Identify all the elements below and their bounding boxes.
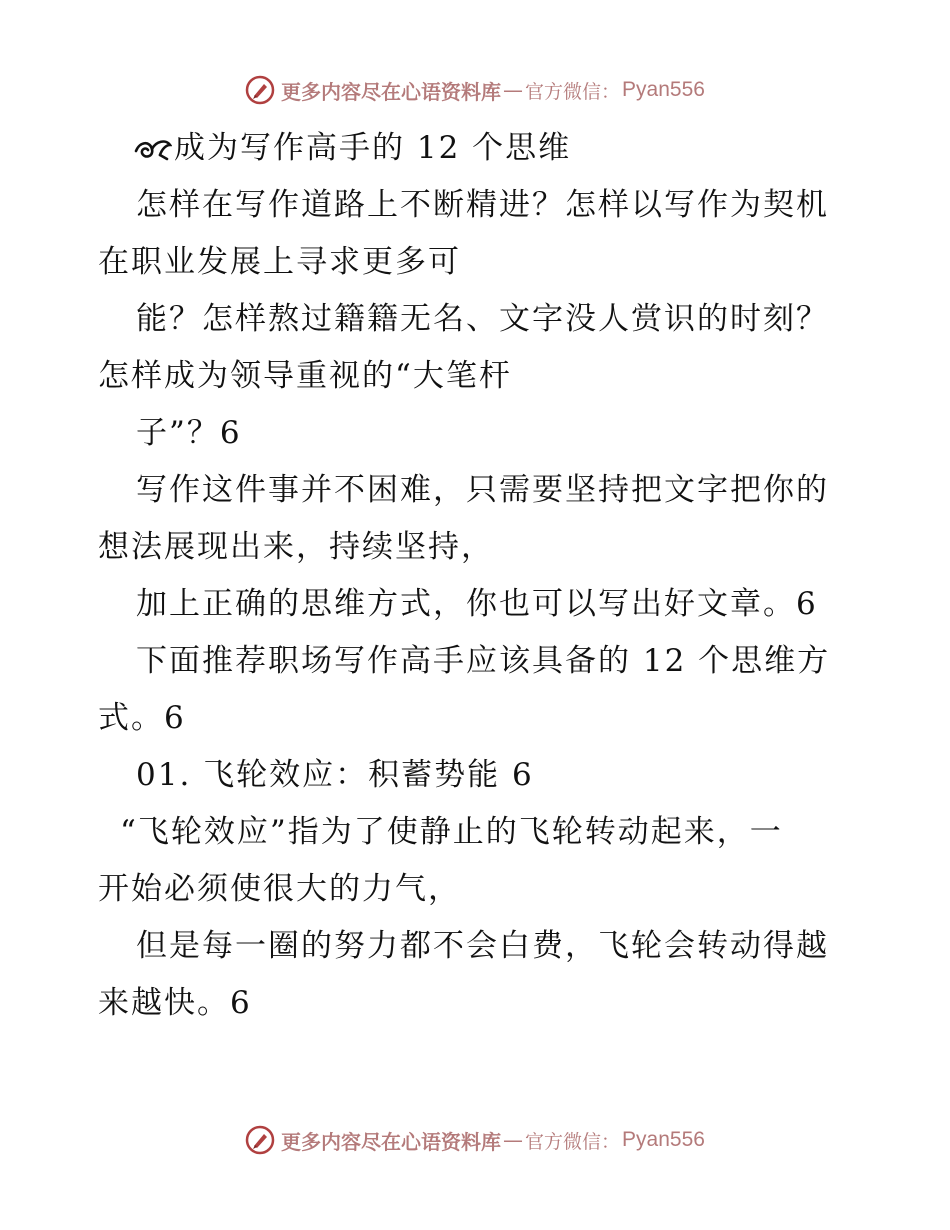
document-title-row — [98, 120, 858, 177]
header-official-label: 官方微信： — [525, 80, 621, 103]
paragraph-line: 在职业发展上寻求更多可 — [98, 244, 461, 280]
paragraph-line: 开始必须使很大的力气， — [98, 871, 461, 907]
footer-wechat-id: Pyan556 — [622, 1128, 705, 1151]
paragraph-line: 来越快。6 — [98, 985, 252, 1021]
pen-logo-icon — [245, 1125, 275, 1155]
header-brand-text: 更多内容尽在心语资料库 — [281, 79, 502, 104]
footer-dash: — — [503, 1128, 524, 1152]
wingding-ornament-icon — [134, 135, 172, 163]
footer-official-label: 官方微信： — [525, 1130, 621, 1153]
paragraph-line: 下面推荐职场写作高手应该具备的 12 个思维方 — [136, 643, 831, 679]
paragraph-line: 子”？6 — [136, 415, 242, 451]
header-dash: — — [503, 78, 524, 102]
document-title: 成为写作高手的 12 个思维 — [174, 130, 572, 166]
header-wechat-id: Pyan556 — [622, 78, 705, 101]
pen-logo-icon — [245, 75, 275, 105]
paragraph-line: 能？怎样熬过籍籍无名、文字没人赏识的时刻？ — [136, 301, 829, 337]
paragraph-line: 怎样在写作道路上不断精进？怎样以写作为契机 — [136, 187, 829, 223]
section-heading: 01. 飞轮效应：积蓄势能 6 — [136, 757, 534, 793]
footer-watermark — [0, 1120, 950, 1160]
paragraph-line: 想法展现出来，持续坚持， — [98, 529, 494, 565]
document-body — [98, 120, 858, 1032]
paragraph-line: 式。6 — [98, 700, 186, 736]
paragraph-line: 但是每一圈的努力都不会白费，飞轮会转动得越 — [136, 928, 829, 964]
paragraph-line: “飞轮效应”指为了使静止的飞轮转动起来，一 — [120, 814, 783, 850]
paragraph-line: 加上正确的思维方式，你也可以写出好文章。6 — [136, 586, 818, 622]
header-watermark — [0, 70, 950, 110]
paragraph-line: 怎样成为领导重视的“大笔杆 — [98, 358, 512, 394]
paragraph-line: 写作这件事并不困难，只需要坚持把文字把你的 — [136, 472, 829, 508]
footer-brand-text: 更多内容尽在心语资料库 — [281, 1129, 502, 1154]
